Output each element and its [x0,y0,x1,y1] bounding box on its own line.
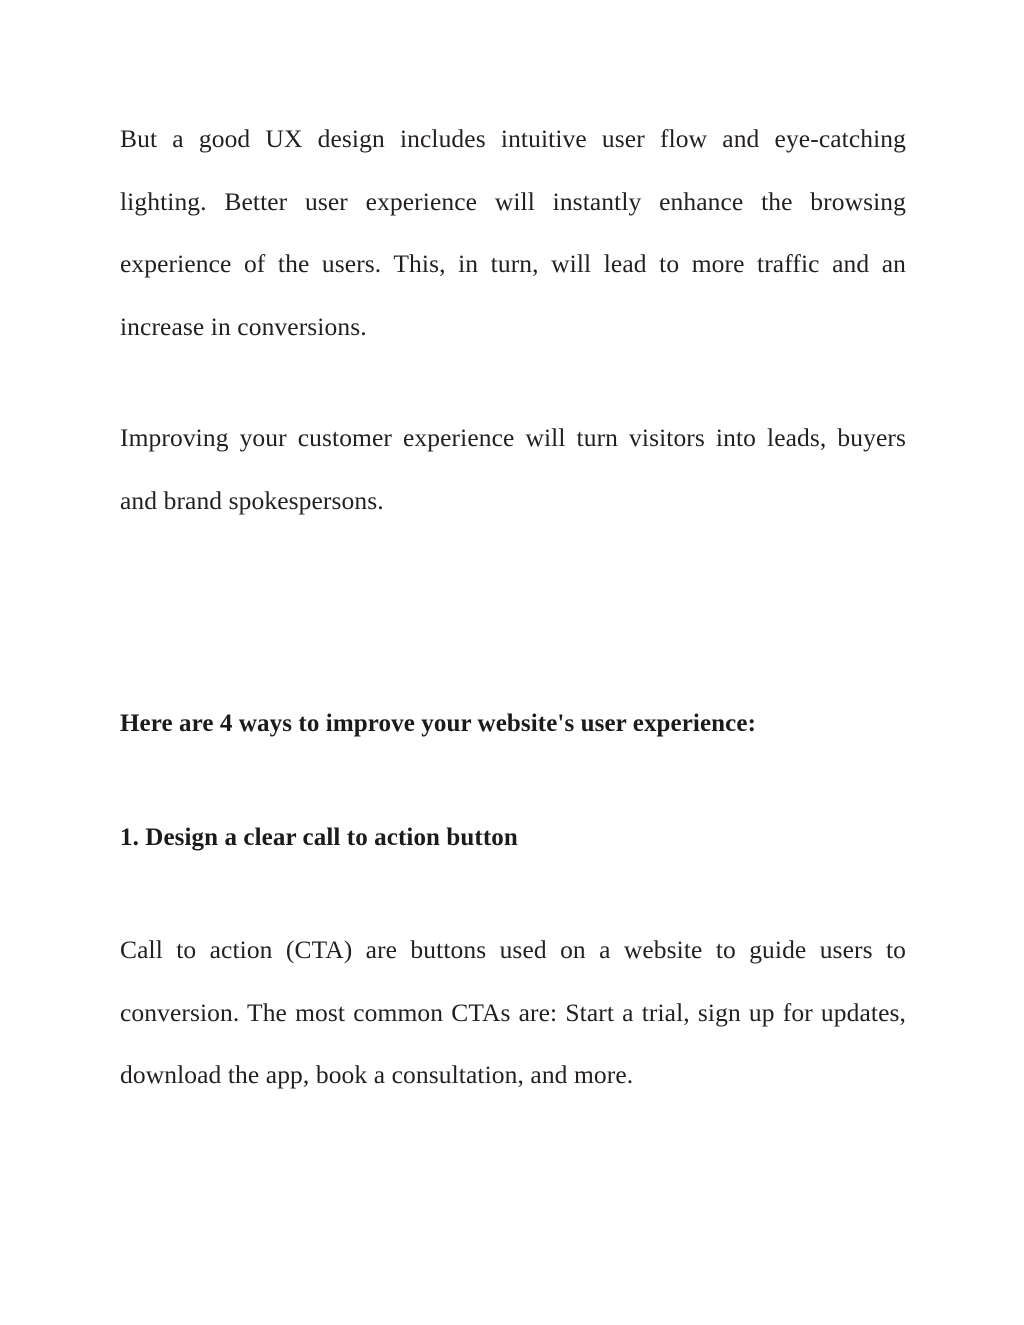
paragraph-block-2 [120,407,906,532]
body-paragraph-1: But a good UX design includes intuitive user flow and eye-catching lighting. Better user experience will instantly enhance the browsing experience of the users. This, in turn, will lead to more traffic and an increase in conversions. [120,124,906,341]
body-paragraph-2: Improving your customer experience will turn visitors into leads, buyers and brand spokespersons. [120,423,906,515]
subsection-heading-cta-button: 1. Design a clear call to action button [120,824,518,851]
heading-block-2 [120,807,906,870]
section-heading-ways-to-improve: Here are 4 ways to improve your website's user experience: [120,710,756,737]
body-paragraph-3: Call to action (CTA) are buttons used on a website to guide users to conversion. The most common CTAs are: Start a trial, sign up for updates, download the app, book a consultation, and more. [120,935,906,1089]
heading-block-1 [120,693,906,756]
paragraph-block-1 [120,108,906,358]
paragraph-block-3 [120,919,906,1107]
